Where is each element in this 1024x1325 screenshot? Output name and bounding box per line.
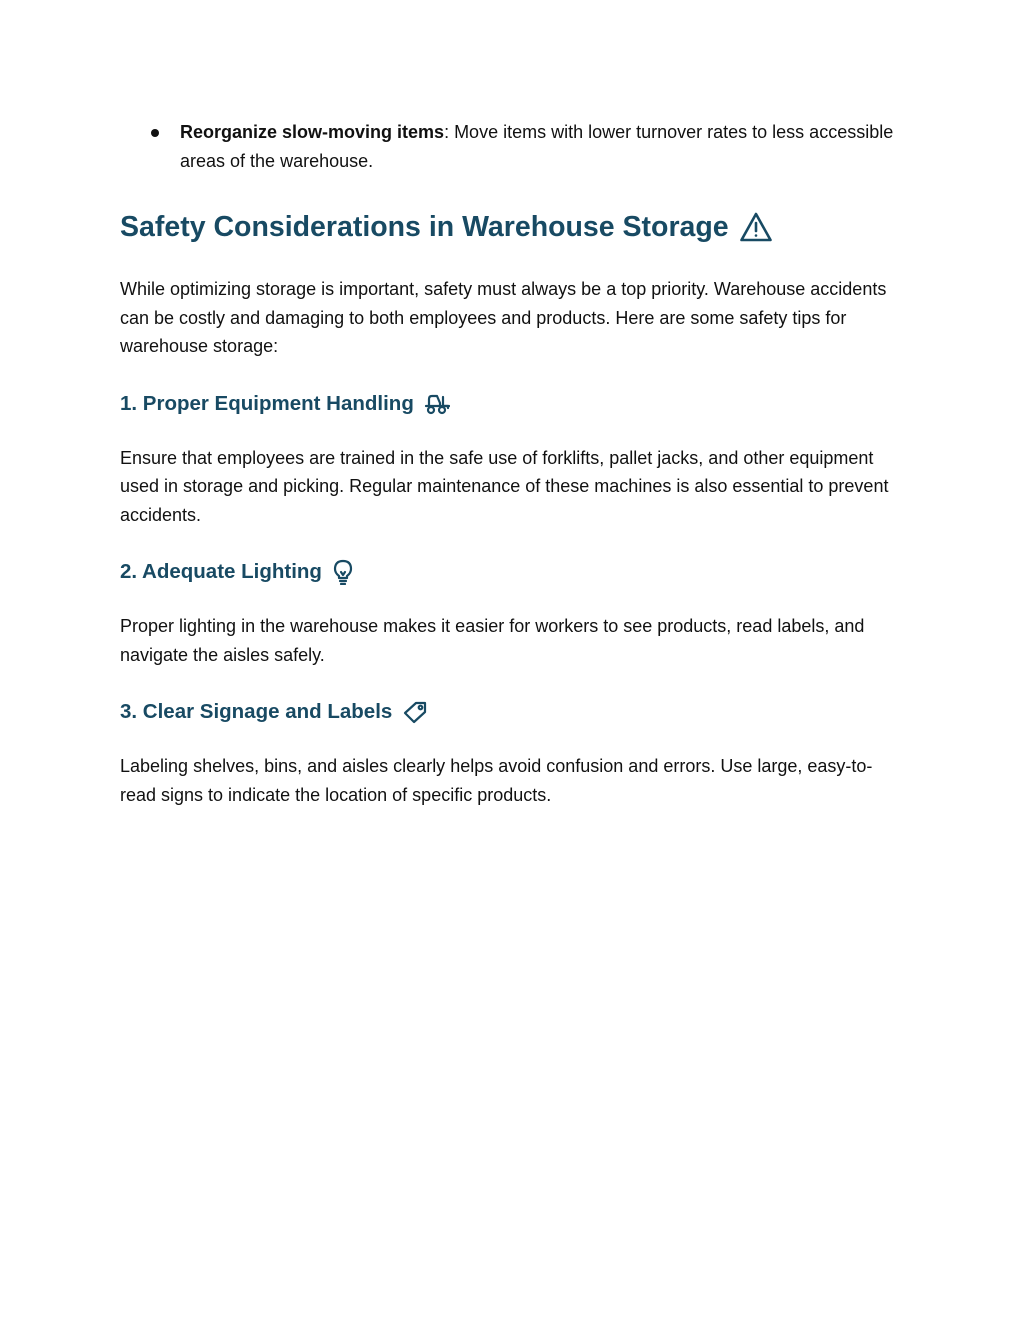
- tag-icon: [402, 700, 428, 724]
- subsection-title-text: 2. Adequate Lighting: [120, 560, 322, 583]
- document-page: [120, 118, 900, 809]
- section-intro: While optimizing storage is important, safety must always be a top priority. Warehouse accidents can be costly and damaging to both employees and products. Here are some safety tips for warehouse storage:: [120, 279, 887, 356]
- bullet-text: : Move items with lower turnover rates to less accessible areas of the warehouse.: [180, 122, 894, 171]
- subsection-title-text: 3. Clear Signage and Labels: [120, 700, 393, 723]
- bullet-term: Reorganize slow-moving items: [180, 122, 445, 142]
- subsection-title: [120, 391, 900, 417]
- lightbulb-icon: [332, 559, 354, 585]
- subsection-body: Proper lighting in the warehouse makes it easier for workers to see products, read labels, and navigate the aisles safely.: [120, 616, 865, 665]
- bullet-item: [120, 118, 900, 175]
- subsection-title-text: 1. Proper Equipment Handling: [120, 391, 414, 415]
- bullet-list: [120, 118, 900, 175]
- subsection-body: Labeling shelves, bins, and aisles clearly helps avoid confusion and errors. Use large, easy-to-read signs to indicate the location of specific products.: [120, 756, 873, 805]
- section-title: [120, 209, 900, 245]
- section-title-text: Safety Considerations in Warehouse Storage: [120, 211, 729, 243]
- warning-icon: [739, 211, 773, 243]
- subsection-body: Ensure that employees are trained in the safe use of forklifts, pallet jacks, and other equipment used in storage and picking. Regular maintenance of these machines is also essential to prevent accidents.: [120, 447, 889, 525]
- subsection-title: [120, 699, 900, 725]
- subsection-title: [120, 559, 900, 585]
- forklift-icon: [424, 393, 450, 415]
- bullet-dot: [151, 129, 159, 137]
